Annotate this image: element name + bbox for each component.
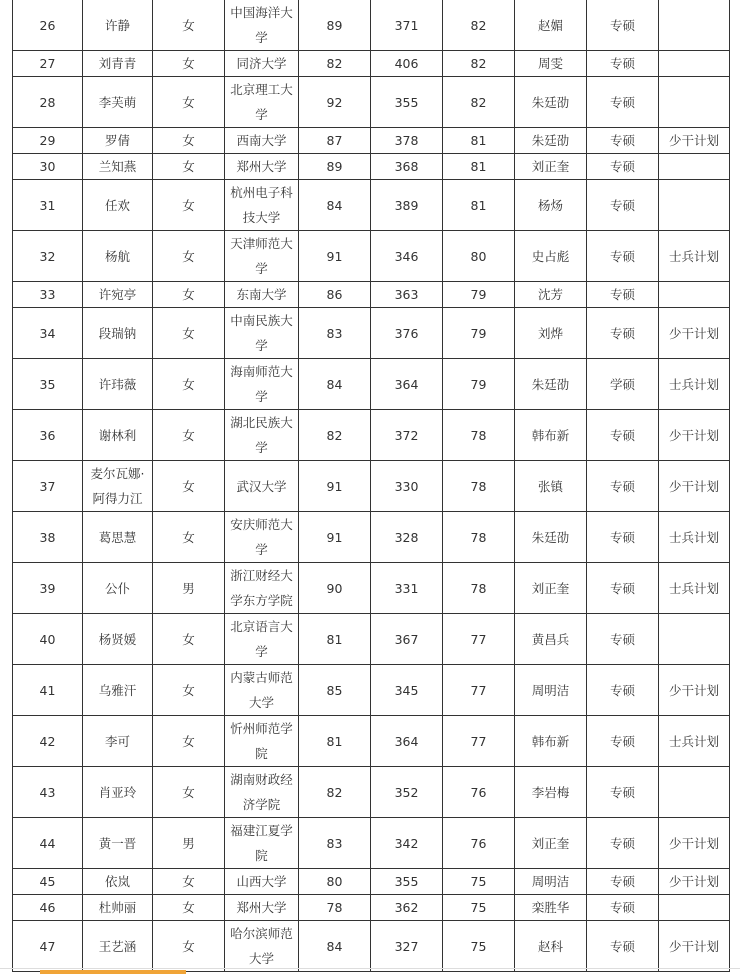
mentor-cell: 刘正奎 bbox=[515, 154, 587, 180]
score-cell: 75 bbox=[443, 895, 515, 921]
table-row bbox=[13, 665, 730, 716]
degree-type-cell: 专硕 bbox=[587, 410, 659, 461]
row-number-cell: 40 bbox=[13, 614, 83, 665]
score-cell: 91 bbox=[299, 461, 371, 512]
school-cell: 海南师范大学 bbox=[225, 359, 299, 410]
score-cell: 330 bbox=[371, 461, 443, 512]
school-cell: 福建江夏学院 bbox=[225, 818, 299, 869]
school-cell: 西南大学 bbox=[225, 128, 299, 154]
name-cell: 段瑞钠 bbox=[83, 308, 153, 359]
gender-cell: 女 bbox=[153, 895, 225, 921]
school-cell: 北京语言大学 bbox=[225, 614, 299, 665]
mentor-cell: 杨炀 bbox=[515, 180, 587, 231]
row-number-cell: 27 bbox=[13, 51, 83, 77]
row-number-cell: 32 bbox=[13, 231, 83, 282]
degree-type-cell: 专硕 bbox=[587, 716, 659, 767]
row-number-cell: 43 bbox=[13, 767, 83, 818]
degree-type-cell: 专硕 bbox=[587, 51, 659, 77]
row-number-cell: 47 bbox=[13, 921, 83, 972]
score-cell: 328 bbox=[371, 512, 443, 563]
name-cell: 乌雅汗 bbox=[83, 665, 153, 716]
score-cell: 331 bbox=[371, 563, 443, 614]
table-row bbox=[13, 0, 730, 51]
name-cell: 李可 bbox=[83, 716, 153, 767]
degree-type-cell: 专硕 bbox=[587, 563, 659, 614]
score-cell: 81 bbox=[299, 614, 371, 665]
score-cell: 84 bbox=[299, 359, 371, 410]
mentor-cell: 周雯 bbox=[515, 51, 587, 77]
name-cell: 任欢 bbox=[83, 180, 153, 231]
gender-cell: 女 bbox=[153, 921, 225, 972]
score-cell: 79 bbox=[443, 282, 515, 308]
school-cell: 浙江财经大学东方学院 bbox=[225, 563, 299, 614]
score-cell: 91 bbox=[299, 231, 371, 282]
name-cell: 依岚 bbox=[83, 869, 153, 895]
score-cell: 79 bbox=[443, 359, 515, 410]
plan-cell: 少干计划 bbox=[659, 818, 730, 869]
score-cell: 79 bbox=[443, 308, 515, 359]
gender-cell: 女 bbox=[153, 716, 225, 767]
row-number-cell: 38 bbox=[13, 512, 83, 563]
table-row bbox=[13, 895, 730, 921]
score-cell: 81 bbox=[443, 180, 515, 231]
score-cell: 84 bbox=[299, 921, 371, 972]
name-cell: 葛思慧 bbox=[83, 512, 153, 563]
school-cell: 中国海洋大学 bbox=[225, 0, 299, 51]
score-cell: 389 bbox=[371, 180, 443, 231]
name-cell: 罗倩 bbox=[83, 128, 153, 154]
table-row bbox=[13, 818, 730, 869]
score-cell: 78 bbox=[443, 563, 515, 614]
table-body bbox=[13, 0, 730, 972]
score-cell: 368 bbox=[371, 154, 443, 180]
row-number-cell: 34 bbox=[13, 308, 83, 359]
degree-type-cell: 专硕 bbox=[587, 665, 659, 716]
mentor-cell: 赵媚 bbox=[515, 0, 587, 51]
mentor-cell: 刘正奎 bbox=[515, 818, 587, 869]
score-cell: 81 bbox=[299, 716, 371, 767]
score-cell: 86 bbox=[299, 282, 371, 308]
table-row bbox=[13, 410, 730, 461]
score-cell: 376 bbox=[371, 308, 443, 359]
score-cell: 378 bbox=[371, 128, 443, 154]
score-cell: 76 bbox=[443, 818, 515, 869]
score-cell: 82 bbox=[443, 77, 515, 128]
page-bottom-edge bbox=[0, 968, 740, 969]
name-cell: 刘青青 bbox=[83, 51, 153, 77]
mentor-cell: 黄昌兵 bbox=[515, 614, 587, 665]
row-number-cell: 41 bbox=[13, 665, 83, 716]
score-cell: 85 bbox=[299, 665, 371, 716]
plan-cell bbox=[659, 282, 730, 308]
mentor-cell: 沈芳 bbox=[515, 282, 587, 308]
mentor-cell: 周明洁 bbox=[515, 665, 587, 716]
gender-cell: 女 bbox=[153, 0, 225, 51]
school-cell: 郑州大学 bbox=[225, 154, 299, 180]
table-row bbox=[13, 154, 730, 180]
score-cell: 81 bbox=[443, 154, 515, 180]
table-row bbox=[13, 614, 730, 665]
gender-cell: 女 bbox=[153, 767, 225, 818]
gender-cell: 男 bbox=[153, 818, 225, 869]
school-cell: 郑州大学 bbox=[225, 895, 299, 921]
mentor-cell: 赵科 bbox=[515, 921, 587, 972]
table-row bbox=[13, 869, 730, 895]
plan-cell bbox=[659, 180, 730, 231]
row-number-cell: 28 bbox=[13, 77, 83, 128]
table-row bbox=[13, 921, 730, 972]
score-cell: 345 bbox=[371, 665, 443, 716]
gender-cell: 男 bbox=[153, 563, 225, 614]
degree-type-cell: 专硕 bbox=[587, 77, 659, 128]
school-cell: 同济大学 bbox=[225, 51, 299, 77]
score-cell: 367 bbox=[371, 614, 443, 665]
degree-type-cell: 专硕 bbox=[587, 512, 659, 563]
name-cell: 黄一晋 bbox=[83, 818, 153, 869]
school-cell: 天津师范大学 bbox=[225, 231, 299, 282]
degree-type-cell: 专硕 bbox=[587, 614, 659, 665]
row-number-cell: 37 bbox=[13, 461, 83, 512]
gender-cell: 女 bbox=[153, 282, 225, 308]
degree-type-cell: 专硕 bbox=[587, 180, 659, 231]
plan-cell: 少干计划 bbox=[659, 665, 730, 716]
row-number-cell: 30 bbox=[13, 154, 83, 180]
table-row bbox=[13, 716, 730, 767]
school-cell: 湖南财政经济学院 bbox=[225, 767, 299, 818]
school-cell: 安庆师范大学 bbox=[225, 512, 299, 563]
degree-type-cell: 专硕 bbox=[587, 0, 659, 51]
score-cell: 83 bbox=[299, 308, 371, 359]
degree-type-cell: 专硕 bbox=[587, 767, 659, 818]
table-row bbox=[13, 512, 730, 563]
score-cell: 346 bbox=[371, 231, 443, 282]
table-row bbox=[13, 282, 730, 308]
school-cell: 杭州电子科技大学 bbox=[225, 180, 299, 231]
score-cell: 355 bbox=[371, 869, 443, 895]
plan-cell: 士兵计划 bbox=[659, 563, 730, 614]
table-row bbox=[13, 767, 730, 818]
score-cell: 75 bbox=[443, 869, 515, 895]
plan-cell: 少干计划 bbox=[659, 461, 730, 512]
table-row bbox=[13, 128, 730, 154]
table-row bbox=[13, 180, 730, 231]
plan-cell: 少干计划 bbox=[659, 921, 730, 972]
score-cell: 82 bbox=[443, 51, 515, 77]
mentor-cell: 韩布新 bbox=[515, 716, 587, 767]
name-cell: 兰知燕 bbox=[83, 154, 153, 180]
score-cell: 406 bbox=[371, 51, 443, 77]
degree-type-cell: 专硕 bbox=[587, 818, 659, 869]
name-cell: 李芙萌 bbox=[83, 77, 153, 128]
score-cell: 78 bbox=[443, 461, 515, 512]
plan-cell bbox=[659, 51, 730, 77]
score-cell: 342 bbox=[371, 818, 443, 869]
plan-cell: 少干计划 bbox=[659, 308, 730, 359]
school-cell: 山西大学 bbox=[225, 869, 299, 895]
row-number-cell: 44 bbox=[13, 818, 83, 869]
row-number-cell: 29 bbox=[13, 128, 83, 154]
mentor-cell: 周明洁 bbox=[515, 869, 587, 895]
table-row bbox=[13, 77, 730, 128]
score-cell: 352 bbox=[371, 767, 443, 818]
row-number-cell: 45 bbox=[13, 869, 83, 895]
mentor-cell: 韩布新 bbox=[515, 410, 587, 461]
gender-cell: 女 bbox=[153, 180, 225, 231]
score-cell: 87 bbox=[299, 128, 371, 154]
gender-cell: 女 bbox=[153, 308, 225, 359]
score-cell: 76 bbox=[443, 767, 515, 818]
degree-type-cell: 专硕 bbox=[587, 128, 659, 154]
score-cell: 81 bbox=[443, 128, 515, 154]
plan-cell: 士兵计划 bbox=[659, 359, 730, 410]
table-row bbox=[13, 461, 730, 512]
score-cell: 80 bbox=[299, 869, 371, 895]
mentor-cell: 朱廷劭 bbox=[515, 359, 587, 410]
admission-table bbox=[12, 0, 730, 972]
plan-cell: 少干计划 bbox=[659, 128, 730, 154]
score-cell: 362 bbox=[371, 895, 443, 921]
table-row bbox=[13, 51, 730, 77]
table-row bbox=[13, 563, 730, 614]
score-cell: 77 bbox=[443, 665, 515, 716]
school-cell: 东南大学 bbox=[225, 282, 299, 308]
score-cell: 82 bbox=[299, 51, 371, 77]
degree-type-cell: 专硕 bbox=[587, 154, 659, 180]
plan-cell bbox=[659, 767, 730, 818]
degree-type-cell: 专硕 bbox=[587, 308, 659, 359]
score-cell: 92 bbox=[299, 77, 371, 128]
score-cell: 90 bbox=[299, 563, 371, 614]
plan-cell bbox=[659, 0, 730, 51]
degree-type-cell: 专硕 bbox=[587, 231, 659, 282]
mentor-cell: 张镇 bbox=[515, 461, 587, 512]
score-cell: 82 bbox=[299, 767, 371, 818]
row-number-cell: 46 bbox=[13, 895, 83, 921]
school-cell: 北京理工大学 bbox=[225, 77, 299, 128]
gender-cell: 女 bbox=[153, 665, 225, 716]
degree-type-cell: 专硕 bbox=[587, 461, 659, 512]
mentor-cell: 栾胜华 bbox=[515, 895, 587, 921]
mentor-cell: 刘正奎 bbox=[515, 563, 587, 614]
gender-cell: 女 bbox=[153, 410, 225, 461]
school-cell: 湖北民族大学 bbox=[225, 410, 299, 461]
score-cell: 77 bbox=[443, 614, 515, 665]
row-number-cell: 36 bbox=[13, 410, 83, 461]
degree-type-cell: 专硕 bbox=[587, 895, 659, 921]
name-cell: 杜帅丽 bbox=[83, 895, 153, 921]
school-cell: 哈尔滨师范大学 bbox=[225, 921, 299, 972]
score-cell: 363 bbox=[371, 282, 443, 308]
gender-cell: 女 bbox=[153, 869, 225, 895]
score-cell: 371 bbox=[371, 0, 443, 51]
gender-cell: 女 bbox=[153, 154, 225, 180]
row-number-cell: 31 bbox=[13, 180, 83, 231]
score-cell: 89 bbox=[299, 0, 371, 51]
plan-cell: 少干计划 bbox=[659, 869, 730, 895]
score-cell: 364 bbox=[371, 716, 443, 767]
degree-type-cell: 学硕 bbox=[587, 359, 659, 410]
name-cell: 杨航 bbox=[83, 231, 153, 282]
gender-cell: 女 bbox=[153, 128, 225, 154]
name-cell: 许静 bbox=[83, 0, 153, 51]
name-cell: 王艺涵 bbox=[83, 921, 153, 972]
score-cell: 91 bbox=[299, 512, 371, 563]
score-cell: 75 bbox=[443, 921, 515, 972]
school-cell: 武汉大学 bbox=[225, 461, 299, 512]
plan-cell bbox=[659, 154, 730, 180]
score-cell: 83 bbox=[299, 818, 371, 869]
row-number-cell: 33 bbox=[13, 282, 83, 308]
mentor-cell: 史占彪 bbox=[515, 231, 587, 282]
name-cell: 杨贤媛 bbox=[83, 614, 153, 665]
name-cell: 肖亚玲 bbox=[83, 767, 153, 818]
row-number-cell: 35 bbox=[13, 359, 83, 410]
plan-cell: 士兵计划 bbox=[659, 716, 730, 767]
school-cell: 忻州师范学院 bbox=[225, 716, 299, 767]
gender-cell: 女 bbox=[153, 461, 225, 512]
name-cell: 谢林利 bbox=[83, 410, 153, 461]
score-cell: 372 bbox=[371, 410, 443, 461]
score-cell: 80 bbox=[443, 231, 515, 282]
name-cell: 许宛亭 bbox=[83, 282, 153, 308]
mentor-cell: 朱廷劭 bbox=[515, 512, 587, 563]
score-cell: 84 bbox=[299, 180, 371, 231]
score-cell: 77 bbox=[443, 716, 515, 767]
plan-cell: 少干计划 bbox=[659, 410, 730, 461]
gender-cell: 女 bbox=[153, 51, 225, 77]
score-cell: 355 bbox=[371, 77, 443, 128]
score-cell: 78 bbox=[443, 512, 515, 563]
school-cell: 内蒙古师范大学 bbox=[225, 665, 299, 716]
gender-cell: 女 bbox=[153, 614, 225, 665]
score-cell: 89 bbox=[299, 154, 371, 180]
gender-cell: 女 bbox=[153, 359, 225, 410]
score-cell: 327 bbox=[371, 921, 443, 972]
table-row bbox=[13, 308, 730, 359]
plan-cell bbox=[659, 895, 730, 921]
table-row bbox=[13, 359, 730, 410]
row-number-cell: 39 bbox=[13, 563, 83, 614]
plan-cell bbox=[659, 77, 730, 128]
gender-cell: 女 bbox=[153, 512, 225, 563]
score-cell: 78 bbox=[443, 410, 515, 461]
plan-cell: 士兵计划 bbox=[659, 512, 730, 563]
mentor-cell: 朱廷劭 bbox=[515, 77, 587, 128]
mentor-cell: 朱廷劭 bbox=[515, 128, 587, 154]
degree-type-cell: 专硕 bbox=[587, 921, 659, 972]
score-cell: 364 bbox=[371, 359, 443, 410]
mentor-cell: 李岩梅 bbox=[515, 767, 587, 818]
school-cell: 中南民族大学 bbox=[225, 308, 299, 359]
gender-cell: 女 bbox=[153, 77, 225, 128]
name-cell: 公仆 bbox=[83, 563, 153, 614]
table-row bbox=[13, 231, 730, 282]
plan-cell: 士兵计划 bbox=[659, 231, 730, 282]
name-cell: 麦尔瓦娜·阿得力江 bbox=[83, 461, 153, 512]
name-cell: 许玮薇 bbox=[83, 359, 153, 410]
score-cell: 78 bbox=[299, 895, 371, 921]
mentor-cell: 刘烨 bbox=[515, 308, 587, 359]
gender-cell: 女 bbox=[153, 231, 225, 282]
score-cell: 82 bbox=[299, 410, 371, 461]
degree-type-cell: 专硕 bbox=[587, 869, 659, 895]
plan-cell bbox=[659, 614, 730, 665]
row-number-cell: 26 bbox=[13, 0, 83, 51]
scroll-indicator bbox=[40, 970, 186, 974]
row-number-cell: 42 bbox=[13, 716, 83, 767]
degree-type-cell: 专硕 bbox=[587, 282, 659, 308]
score-cell: 82 bbox=[443, 0, 515, 51]
